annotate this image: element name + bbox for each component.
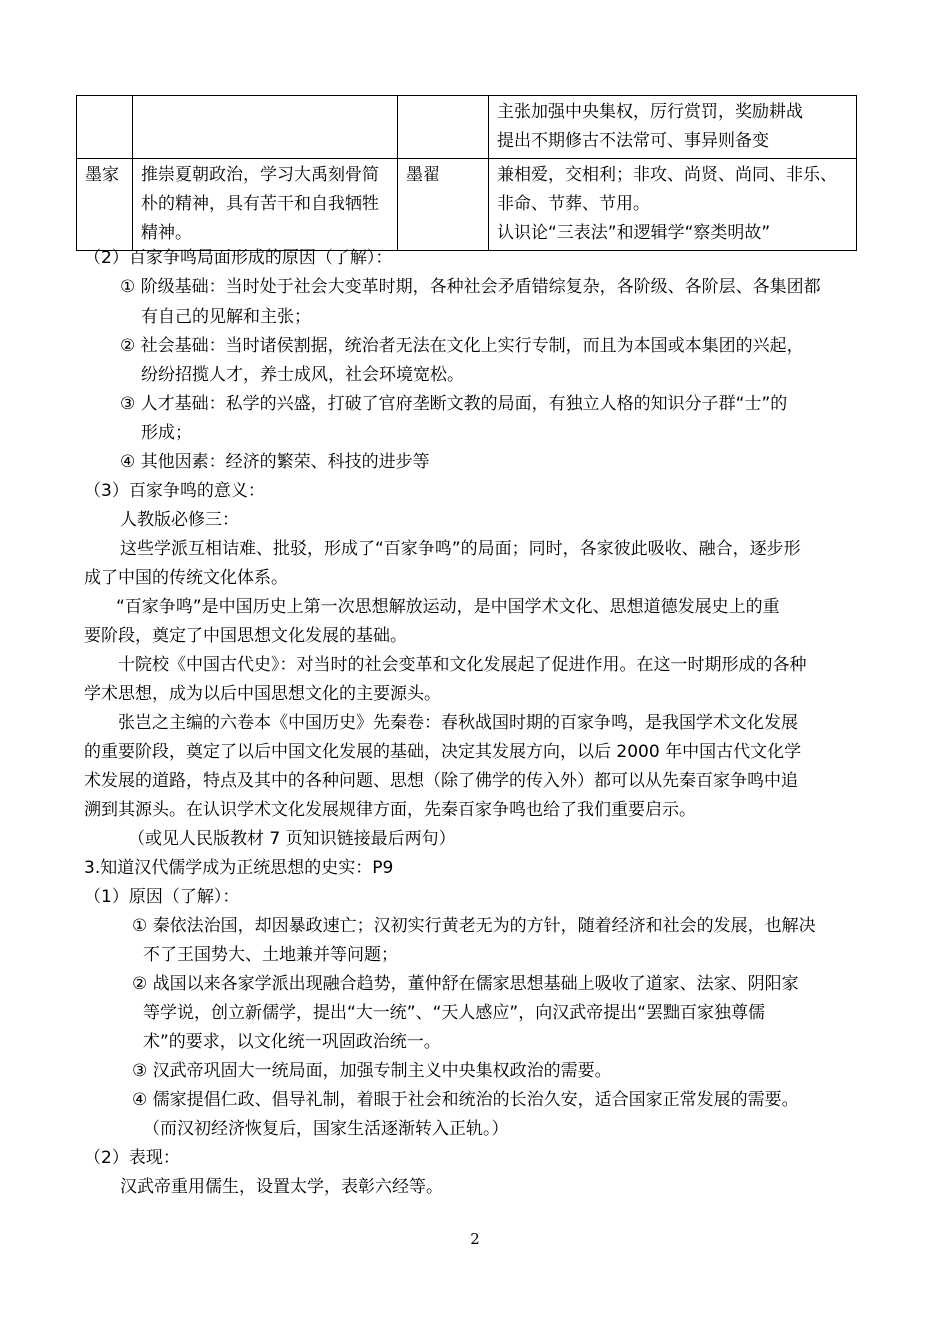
paragraph-line: 汉武帝重用儒生，设置太学，表彰六经等。 (120, 1177, 443, 1197)
paragraph-line: ① 阶级基础：当时处于社会大变革时期，各种社会矛盾错综复杂，各阶级、各阶层、各集团都 (120, 277, 821, 297)
idea-line: 兼相爱，交相利；非攻、尚贤、尚同、非乐、非命、节葬、节用。 (497, 165, 837, 214)
paragraph-line: ④ 儒家提倡仁政、倡导礼制，着眼于社会和统治的长治久安，适合国家正常发展的需要。 (132, 1090, 799, 1110)
paragraph-line: 纷纷招揽人才，养士成风，社会环境宽松。 (141, 365, 464, 385)
content-cell (133, 96, 398, 159)
school-cell (77, 96, 133, 159)
paragraph-line: 十院校《中国古代史》：对当时的社会变革和文化发展起了促进作用。在这一时期形成的各种 (118, 655, 807, 675)
section-heading: （2）表现： (84, 1148, 180, 1168)
ideas-cell (489, 159, 857, 251)
paragraph-line: ④ 其他因素：经济的繁荣、科技的进步等 (120, 452, 430, 472)
paragraph-line: 成了中国的传统文化体系。 (84, 568, 288, 588)
section-heading: （1）原因（了解）： (84, 887, 240, 907)
school-cell: 墨家 (77, 159, 133, 251)
paragraph-line: ① 秦依法治国，却因暴政速亡；汉初实行黄老无为的方针，随着经济和社会的发展，也解决 (132, 916, 816, 936)
paragraph-line: （而汉初经济恢复后，国家生活逐渐转入正轨。） (143, 1119, 509, 1139)
section-heading: 3.知道汉代儒学成为正统思想的史实：P9 (84, 858, 394, 878)
person-cell: 墨翟 (398, 159, 489, 251)
idea-line: 认识论“三表法”和逻辑学“察类明故” (497, 223, 771, 243)
person-cell (398, 96, 489, 159)
schools-table (76, 95, 857, 251)
paragraph-line: 不了王国势大、土地兼并等问题； (143, 945, 398, 965)
paragraph-line: 等学说，创立新儒学，提出“大一统”、“天人感应”，向汉武帝提出“罢黜百家独尊儒 (143, 1003, 766, 1023)
paragraph-line: ③ 汉武帝巩固大一统局面，加强专制主义中央集权政治的需要。 (132, 1061, 612, 1081)
paragraph-line: “百家争鸣”是中国历史上第一次思想解放运动，是中国学术文化、思想道德发展史上的重 (116, 597, 780, 617)
content-cell: 推崇夏朝政治，学习大禹刻骨简朴的精神，具有苦干和自我牺牲精神。 (133, 159, 398, 251)
section-heading: （3）百家争鸣的意义： (84, 481, 265, 501)
section-heading: （2）百家争鸣局面形成的原因（了解）： (84, 248, 393, 268)
paragraph-line: 的重要阶段，奠定了以后中国文化发展的基础，决定其发展方向，以后 2000 年中国古代文化学 (84, 742, 802, 762)
paragraph-line: 术发展的道路，特点及其中的各种问题、思想（除了佛学的传入外）都可以从先秦百家争鸣中追 (84, 771, 798, 791)
paragraph-line: 有自己的见解和主张； (141, 307, 311, 327)
idea-line: 主张加强中央集权，厉行赏罚，奖励耕战 (497, 102, 803, 122)
paragraph-line: （或见人民版教材 7 页知识链接最后两句） (128, 829, 456, 849)
paragraph-line: 术”的要求，以文化统一巩固政治统一。 (143, 1032, 441, 1052)
paragraph-line: 这些学派互相诘难、批驳，形成了“百家争鸣”的局面；同时，各家彼此吸收、融合，逐步形 (120, 539, 801, 559)
paragraph-line: 要阶段，奠定了中国思想文化发展的基础。 (84, 626, 407, 646)
paragraph-line: 溯到其源头。在认识学术文化发展规律方面，先秦百家争鸣也给了我们重要启示。 (84, 800, 696, 820)
paragraph-line: 人教版必修三： (120, 510, 239, 530)
idea-line: 提出不期修古不法常可、事异则备变 (497, 131, 769, 151)
table-row (77, 96, 857, 159)
paragraph-line: ③ 人才基础：私学的兴盛，打破了官府垄断文教的局面，有独立人格的知识分子群“士”的 (120, 394, 788, 414)
ideas-cell (489, 96, 857, 159)
paragraph-line: ② 社会基础：当时诸侯割据，统治者无法在文化上实行专制，而且为本国或本集团的兴起， (120, 336, 804, 356)
paragraph-line: 形成； (141, 423, 192, 443)
paragraph-line: ② 战国以来各家学派出现融合趋势，董仲舒在儒家思想基础上吸收了道家、法家、阴阳家 (132, 974, 799, 994)
table-row (77, 159, 857, 251)
paragraph-line: 学术思想，成为以后中国思想文化的主要源头。 (84, 684, 441, 704)
paragraph-line: 张岂之主编的六卷本《中国历史》先秦卷：春秋战国时期的百家争鸣，是我国学术文化发展 (118, 713, 798, 733)
page-number: 2 (470, 1230, 480, 1248)
